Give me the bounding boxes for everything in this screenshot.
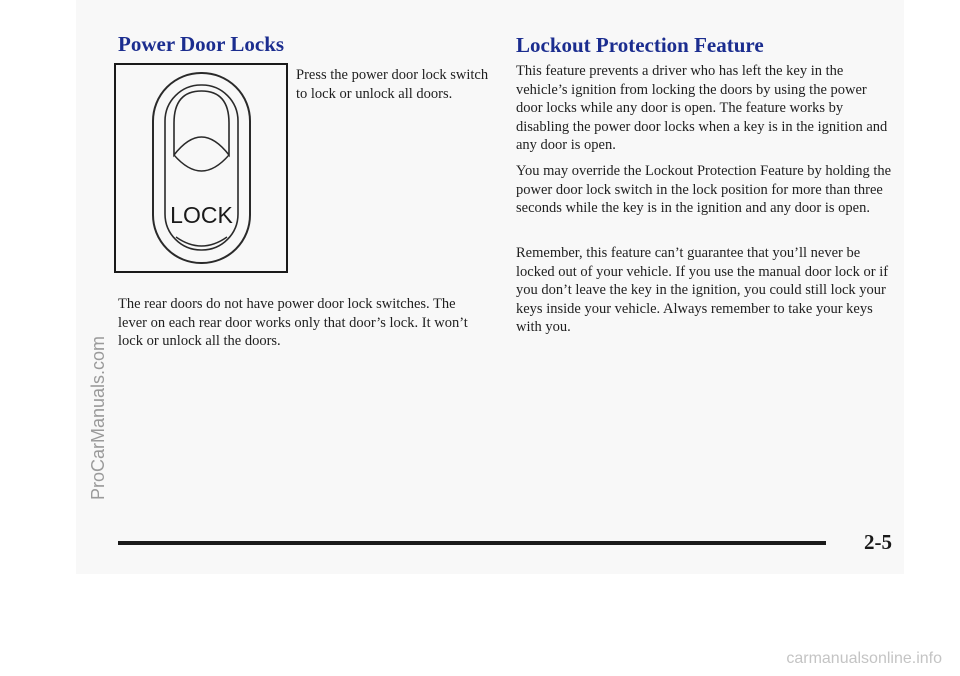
figure-caption: Press the power door lock switch to lock or unlock all doors. — [296, 67, 489, 102]
side-watermark: ProCarManuals.com — [88, 335, 108, 500]
lock-switch-icon — [116, 65, 286, 271]
lock-switch-illustration — [114, 63, 288, 273]
lockout-protection-heading: Lockout Protection Feature — [516, 33, 764, 57]
lockout-paragraph-3: Remember, this feature can’t guarantee that you’ll never be locked out of your vehicle. If you use the manual door lock or if you don’t leave the key in the ignition, you could still lock your keys inside your vehicle. Always remember to take your keys with you. — [516, 245, 889, 335]
lockout-paragraph-2: You may override the Lockout Protection Feature by holding the power door lock switch in the lock position for more than three seconds while the key is in the ignition and any door is open. — [516, 163, 892, 216]
figure-lock-label: LOCK — [170, 202, 233, 228]
rear-doors-note: The rear doors do not have power door lock switches. The lever on each rear door works only that door’s lock. It won’t lock or unlock all the doors. — [118, 296, 468, 349]
footer-rule — [118, 541, 826, 545]
power-door-locks-heading: Power Door Locks — [118, 32, 285, 56]
page-number: 2-5 — [864, 530, 892, 554]
bottom-watermark: carmanualsonline.info — [786, 650, 942, 667]
lockout-paragraph-1: This feature prevents a driver who has left the key in the vehicle’s ignition from locking the doors by using the power door locks while any door is open. The feature works by disabling the power door locks when a key is in the ignition and any door is open. — [516, 63, 888, 153]
